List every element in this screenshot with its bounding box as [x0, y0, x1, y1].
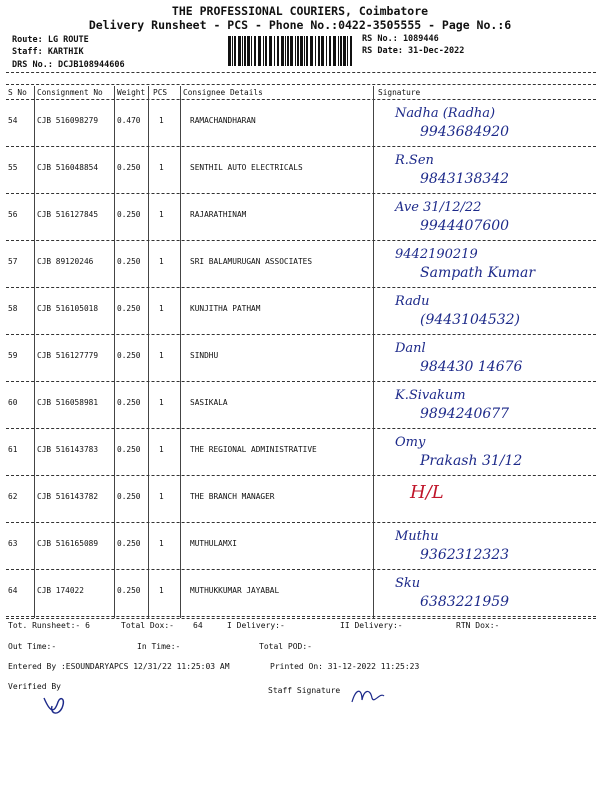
row-pcs: 1 [159, 163, 164, 172]
row-consignment-no: CJB 516143782 [37, 492, 99, 501]
row-signature-name: K.Sivakum [395, 388, 466, 403]
barcode-bar [232, 36, 233, 66]
barcode-bar [228, 36, 231, 66]
col-weight: Weight [117, 88, 146, 97]
barcode-bar [254, 36, 256, 66]
staff-signature-mark [348, 684, 388, 710]
row-pcs: 1 [159, 257, 164, 266]
row-weight: 0.250 [117, 492, 141, 501]
row-sno: 61 [8, 445, 18, 454]
barcode-bar [258, 36, 261, 66]
row-sno: 54 [8, 116, 18, 125]
row-divider [6, 334, 596, 335]
ii-delivery: II Delivery:- [340, 621, 403, 630]
row-signature-phone: Sampath Kumar [420, 265, 536, 281]
barcode-bar [333, 36, 336, 66]
rtn-dox: RTN Dox:- [456, 621, 500, 630]
drs-label: DRS No.: DCJB108944606 [12, 60, 125, 70]
verified-by: Verified By [8, 682, 61, 691]
col-sno: S No [8, 88, 27, 97]
barcode-bar [251, 36, 252, 66]
rs-date: RS Date: 31-Dec-2022 [362, 46, 465, 56]
barcode-bar [247, 36, 250, 66]
col-consignment: Consignment No [37, 88, 103, 97]
row-weight: 0.250 [117, 445, 141, 454]
staff-signature-label: Staff Signature [268, 686, 341, 695]
row-sno: 55 [8, 163, 18, 172]
row-divider [6, 616, 596, 617]
barcode-bar [274, 36, 275, 66]
row-weight: 0.250 [117, 351, 141, 360]
barcode-bar [350, 36, 352, 66]
row-signature-phone: 9944407600 [420, 218, 510, 234]
row-consignee: SENTHIL AUTO ELECTRICALS [190, 163, 303, 172]
row-signature-phone: 9843138342 [420, 171, 510, 187]
barcode-bar [297, 36, 299, 66]
barcode-bar [242, 36, 243, 66]
barcode-bar [326, 36, 327, 66]
row-consignment-no: CJB 516098279 [37, 116, 99, 125]
barcode-bar [300, 36, 303, 66]
runsheet-title: Delivery Runsheet - PCS - Phone No.:0422-3505555 - Page No.:6 [88, 18, 512, 32]
out-time: Out Time:- [8, 642, 57, 651]
row-consignment-no: CJB 516127779 [37, 351, 99, 360]
row-divider [6, 146, 596, 147]
barcode-bar [347, 36, 348, 66]
row-signature-name: Sku [395, 576, 421, 591]
row-consignment-no: CJB 516165089 [37, 539, 99, 548]
row-signature-name: Omy [395, 435, 426, 450]
row-consignment-no: CJB 516127845 [37, 210, 99, 219]
row-consignee: KUNJITHA PATHAM [190, 304, 261, 313]
tot-runsheet: Tot. Runsheet:- 6 [8, 621, 90, 630]
row-consignee: RAMACHANDHARAN [190, 116, 256, 125]
row-divider [6, 475, 596, 476]
verified-signature-mark [40, 692, 70, 718]
row-pcs: 1 [159, 445, 164, 454]
row-consignee: SRI BALAMURUGAN ASSOCIATES [190, 257, 313, 266]
row-weight: 0.470 [117, 116, 141, 125]
row-pcs: 1 [159, 539, 164, 548]
barcode-bar [340, 36, 342, 66]
row-weight: 0.250 [117, 539, 141, 548]
row-signature-name: 9442190219 [395, 247, 478, 262]
row-consignee: THE REGIONAL ADMINISTRATIVE [190, 445, 317, 454]
total-pod: Total POD:- [259, 642, 312, 651]
row-weight: 0.250 [117, 163, 141, 172]
row-sno: 58 [8, 304, 18, 313]
barcode-bar [321, 36, 324, 66]
barcode-bar [343, 36, 346, 66]
printed-on: Printed On: 31-12-2022 11:25:23 [270, 662, 420, 671]
row-consignee: RAJARATHINAM [190, 210, 247, 219]
row-signature-phone: 6383221959 [420, 594, 510, 610]
barcode-bar [263, 36, 264, 66]
row-pcs: 1 [159, 351, 164, 360]
row-consignment-no: CJB 174022 [37, 586, 84, 595]
total-dox-label: Total Dox:- [121, 621, 174, 630]
row-signature-phone: 9894240677 [420, 406, 510, 422]
barcode-bar [287, 36, 289, 66]
barcode-bar [277, 36, 279, 66]
row-signature-name: Radu [395, 294, 430, 309]
barcode-bar [310, 36, 313, 66]
row-pcs: 1 [159, 116, 164, 125]
col-consignee: Consignee Details [183, 88, 263, 97]
row-signature-name: Danl [395, 341, 426, 356]
row-consignee: THE BRANCH MANAGER [190, 492, 275, 501]
col-signature: Signature [378, 88, 421, 97]
row-consignment-no: CJB 89120246 [37, 257, 94, 266]
row-consignment-no: CJB 516058981 [37, 398, 99, 407]
row-sno: 60 [8, 398, 18, 407]
row-signature-name: Ave 31/12/22 [395, 200, 482, 215]
row-signature-phone: Prakash 31/12 [420, 453, 523, 469]
row-signature-name: R.Sen [395, 153, 434, 168]
row-consignment-no: CJB 516048854 [37, 163, 99, 172]
entered-by: Entered By :ESOUNDARYAPCS 12/31/22 11:25:03 AM [8, 662, 230, 671]
barcode-bar [265, 36, 267, 66]
row-consignee: SASIKALA [190, 398, 228, 407]
route-label: Route: LG ROUTE [12, 35, 89, 45]
row-pcs: 1 [159, 586, 164, 595]
in-time: In Time:- [137, 642, 181, 651]
row-signature-name: H/L [410, 482, 444, 503]
row-divider [6, 287, 596, 288]
total-dox-value: 64 [193, 621, 203, 630]
barcode-image [228, 36, 354, 66]
row-pcs: 1 [159, 210, 164, 219]
barcode-bar [290, 36, 293, 66]
row-weight: 0.250 [117, 304, 141, 313]
barcode-bar [244, 36, 246, 66]
barcode-bar [306, 36, 308, 66]
row-sno: 59 [8, 351, 18, 360]
row-signature-name: Muthu [395, 529, 439, 544]
row-divider [6, 193, 596, 194]
row-sno: 63 [8, 539, 18, 548]
row-divider [6, 381, 596, 382]
row-consignee: MUTHUKKUMAR JAYABAL [190, 586, 280, 595]
row-signature-phone: (9443104532) [420, 312, 520, 328]
company-title: THE PROFESSIONAL COURIERS, Coimbatore [171, 4, 429, 18]
barcode-bar [238, 36, 241, 66]
row-consignee: MUTHULAMXI [190, 539, 237, 548]
barcode-bar [234, 36, 236, 66]
row-pcs: 1 [159, 304, 164, 313]
row-sno: 64 [8, 586, 18, 595]
barcode-bar [281, 36, 284, 66]
i-delivery: I Delivery:- [227, 621, 285, 630]
col-pcs: PCS [153, 88, 168, 97]
row-weight: 0.250 [117, 586, 141, 595]
row-signature-phone: 9362312323 [420, 547, 510, 563]
staff-label: Staff: KARTHIK [12, 47, 84, 57]
row-pcs: 1 [159, 398, 164, 407]
row-divider [6, 569, 596, 570]
row-consignment-no: CJB 516105018 [37, 304, 99, 313]
row-divider [6, 428, 596, 429]
row-signature-phone: 9943684920 [420, 124, 510, 140]
row-pcs: 1 [159, 492, 164, 501]
row-signature-name: Nadha (Radha) [395, 106, 496, 121]
row-divider [6, 522, 596, 523]
row-consignment-no: CJB 516143783 [37, 445, 99, 454]
barcode-bar [338, 36, 339, 66]
barcode-bar [269, 36, 272, 66]
barcode-bar [285, 36, 286, 66]
row-weight: 0.250 [117, 398, 141, 407]
barcode-bar [318, 36, 320, 66]
row-consignee: SINDHU [190, 351, 219, 360]
row-weight: 0.250 [117, 257, 141, 266]
row-sno: 56 [8, 210, 18, 219]
barcode-bar [295, 36, 296, 66]
row-weight: 0.250 [117, 210, 141, 219]
row-divider [6, 240, 596, 241]
barcode-bar [315, 36, 316, 66]
row-sno: 57 [8, 257, 18, 266]
barcode-bar [329, 36, 331, 66]
rs-number: RS No.: 1089446 [362, 34, 439, 44]
row-signature-phone: 984430 14676 [420, 359, 523, 375]
row-sno: 62 [8, 492, 18, 501]
barcode-bar [304, 36, 305, 66]
